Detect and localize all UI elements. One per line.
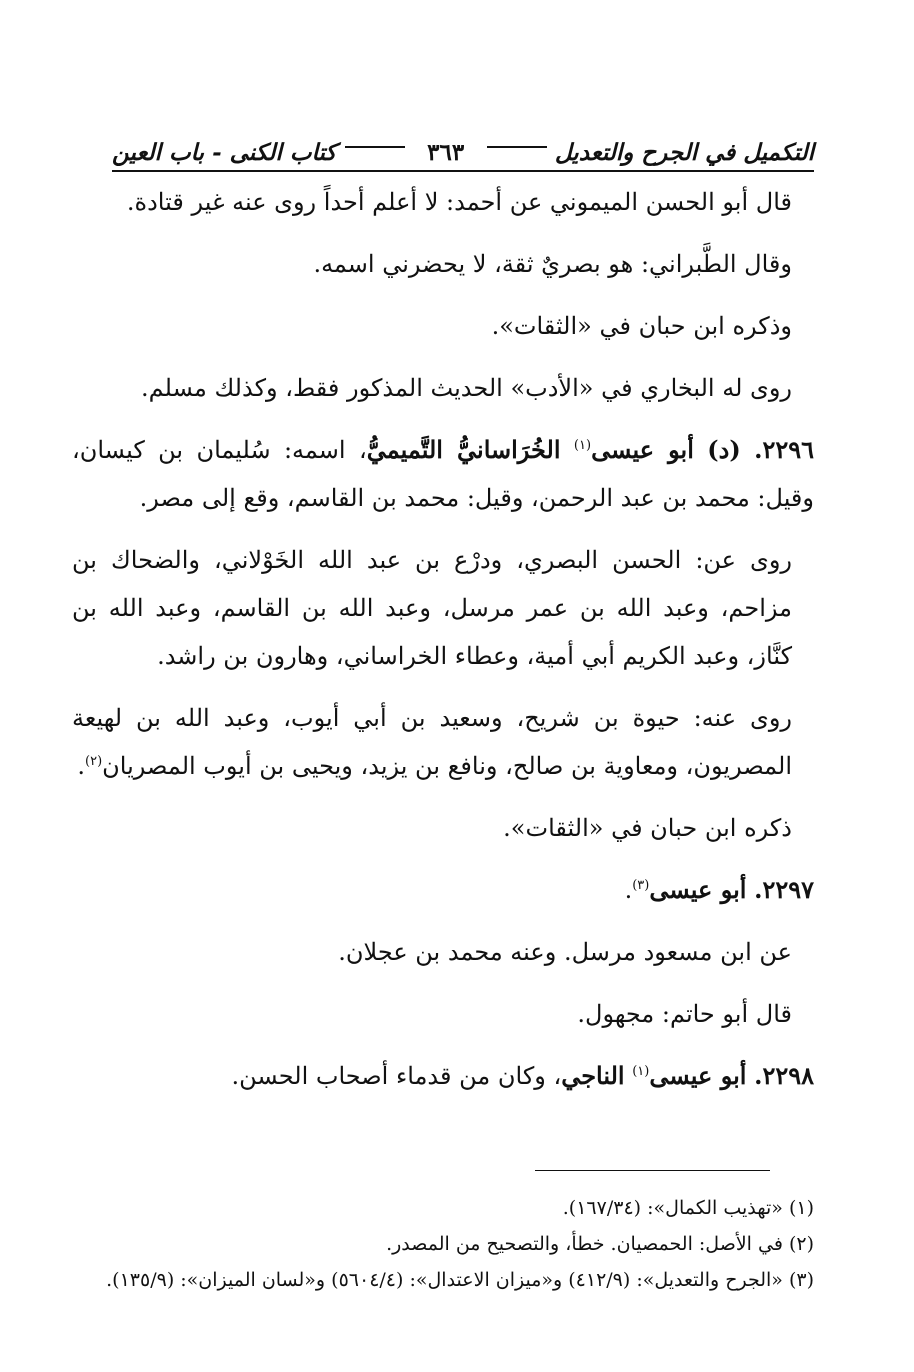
entry-name: أبو عيسى	[591, 435, 694, 464]
footnote-separator	[535, 1170, 770, 1171]
book-title: التكميل في الجرح والتعديل	[554, 139, 814, 166]
paragraph: قال أبو الحسن الميموني عن أحمد: لا أعلم أحداً روى عنه غير قتادة.	[126, 188, 792, 216]
entry-number: ٢٢٩٧.	[754, 875, 814, 904]
paragraph: ذكره ابن حبان في «الثقات».	[503, 814, 792, 842]
header-dash	[345, 146, 405, 148]
header-dash	[487, 146, 547, 148]
footnote: (٣) «الجرح والتعديل»: (٤١٢/٩) و«ميزان الاعتدال»: (٥٦٠٤/٤) و«لسان الميزان»: (١٣٥/٩).	[106, 1269, 814, 1291]
narrated-from: روى عن: الحسن البصري، ودرْع بن عبد الله الخَوْلاني، والضحاك بن مزاحم، وعبد الله بن عمر مرسل، وعبد الله بن القاسم، وعبد الله بن كنَّاز، وعبد الكريم أبي أمية، وعطاء الخراساني، وهارون بن راشد.	[72, 546, 792, 670]
entry-code: (د)	[707, 435, 741, 464]
entry-2297-heading	[72, 866, 814, 914]
footnote: (١) «تهذيب الكمال»: (١٦٧/٣٤).	[562, 1197, 814, 1219]
footnote-ref: (٣)	[632, 878, 650, 893]
entry-2298-heading	[72, 1052, 814, 1100]
entry-number: ٢٢٩٨.	[754, 1061, 814, 1090]
entry-name: أبو عيسى	[649, 1061, 747, 1090]
entry-nisba: الخُرَاسانيُّ التَّميميُّ	[366, 435, 561, 464]
page-number: ٣٦٣	[427, 139, 465, 166]
entry-number: ٢٢٩٦.	[754, 435, 815, 464]
paragraph: وقال الطَّبراني: هو بصريٌ ثقة، لا يحضرني اسمه.	[313, 250, 792, 278]
entry-text: ، اسمه: سُليمان بن كيسان، وقيل: محمد بن عبد الرحمن، وقيل: محمد بن القاسم، وقع إلى مصر.	[72, 436, 814, 512]
narrated-by-text: روى عنه: حيوة بن شريح، وسعيد بن أبي أيوب، وعبد الله بن لهيعة المصريون، ومعاوية بن صالح، ونافع بن يزيد، ويحيى بن أيوب المصريان	[72, 704, 792, 780]
footnote-ref: (٢)	[85, 754, 103, 769]
paragraph: روى له البخاري في «الأدب» الحديث المذكور فقط، وكذلك مسلم.	[141, 374, 792, 402]
entry-text: ، وكان من قدماء أصحاب الحسن.	[231, 1062, 562, 1090]
paragraph: وذكره ابن حبان في «الثقات».	[491, 312, 792, 340]
chapter-title: كتاب الكنى - باب العين	[112, 139, 337, 166]
paragraph: قال أبو حاتم: مجهول.	[577, 1000, 792, 1028]
punctuation: .	[77, 752, 85, 780]
entry-nisba: الناجي	[561, 1061, 625, 1090]
footnotes	[100, 1190, 814, 1298]
footnote-ref: (١)	[632, 1064, 650, 1079]
punctuation: .	[624, 876, 633, 904]
main-text	[72, 178, 814, 1114]
footnote-ref: (١)	[573, 438, 592, 453]
footnote: (٢) في الأصل: الحمصيان. خطأ، والتصحيح من المصدر.	[386, 1233, 814, 1255]
entry-2296-heading	[72, 426, 814, 522]
entry-name: أبو عيسى	[649, 875, 747, 904]
paragraph: عن ابن مسعود مرسل. وعنه محمد بن عجلان.	[338, 938, 792, 966]
running-header	[112, 128, 814, 172]
narrated-by	[72, 694, 814, 790]
